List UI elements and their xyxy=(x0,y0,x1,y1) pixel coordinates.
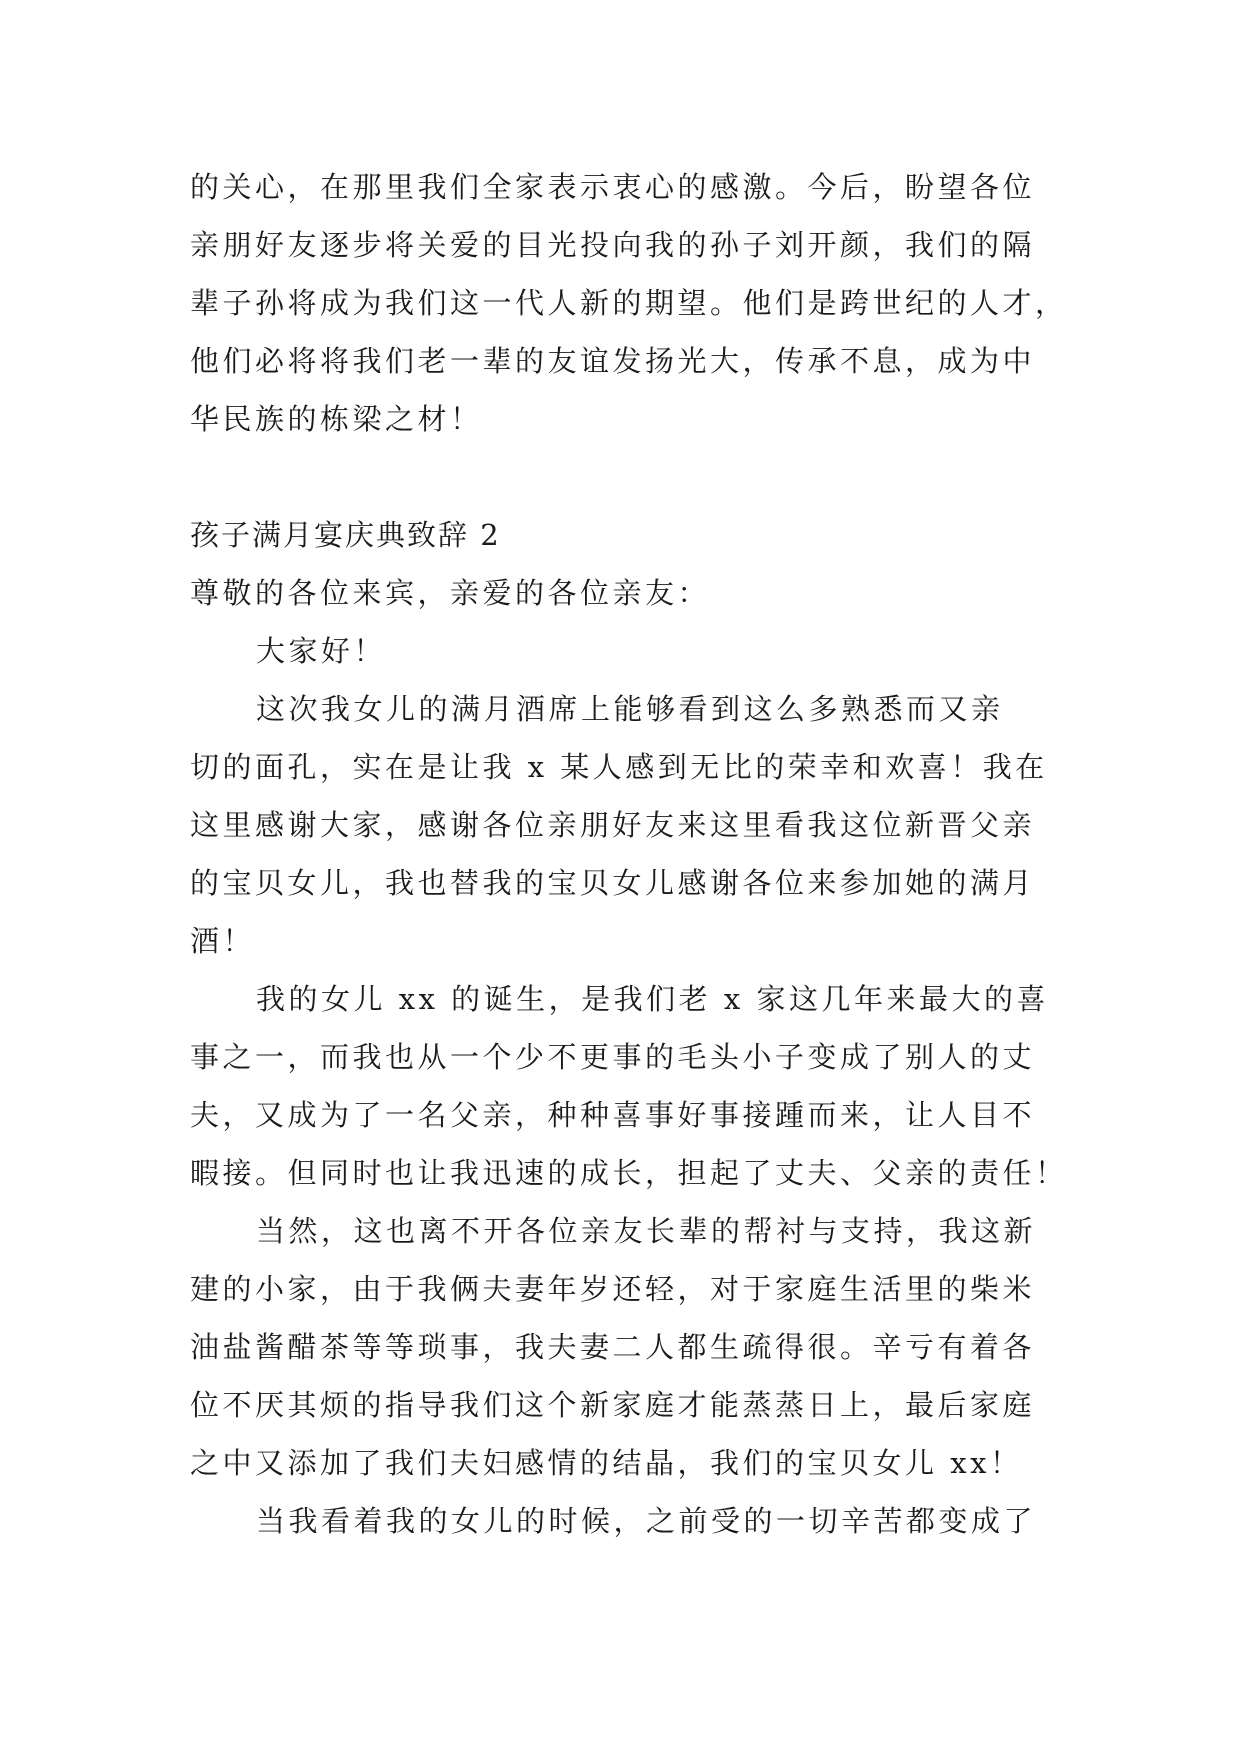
paragraph-line: 位不厌其烦的指导我们这个新家庭才能蒸蒸日上，最后家庭 xyxy=(190,1388,1036,1422)
paragraph-line: 他们必将将我们老一辈的友谊发扬光大，传承不息，成为中 xyxy=(190,344,1036,378)
paragraph-line: 当我看着我的女儿的时候，之前受的一切辛苦都变成了 xyxy=(256,1504,1037,1538)
section-title: 孩子满月宴庆典致辞 2 xyxy=(190,518,501,552)
paragraph-line: 之中又添加了我们夫妇感情的结晶，我们的宝贝女儿 xx！ xyxy=(190,1446,1023,1480)
paragraph-line: 华民族的栋梁之材！ xyxy=(190,402,483,436)
paragraph-line: 这里感谢大家，感谢各位亲朋好友来这里看我这位新晋父亲 xyxy=(190,808,1036,842)
paragraph-line: 亲朋好友逐步将关爱的目光投向我的孙子刘开颜，我们的隔 xyxy=(190,228,1036,262)
paragraph-line: 事之一，而我也从一个少不更事的毛头小子变成了别人的丈 xyxy=(190,1040,1036,1074)
paragraph-line: 我的女儿 xx 的诞生，是我们老 x 家这几年来最大的喜 xyxy=(256,982,1049,1016)
greeting: 大家好！ xyxy=(256,634,387,668)
paragraph-line: 建的小家，由于我俩夫妻年岁还轻，对于家庭生活里的柴米 xyxy=(190,1272,1036,1306)
continued-paragraph xyxy=(190,158,1090,448)
paragraph-line: 辈子孙将成为我们这一代人新的期望。他们是跨世纪的人才， xyxy=(190,286,1068,320)
paragraph-line: 的关心，在那里我们全家表示衷心的感激。今后，盼望各位 xyxy=(190,170,1036,204)
paragraph-line: 切的面孔，实在是让我 x 某人感到无比的荣幸和欢喜！我在 xyxy=(190,750,1048,784)
salutation: 尊敬的各位来宾，亲爱的各位亲友： xyxy=(190,576,711,610)
paragraph-line: 酒！ xyxy=(190,924,256,958)
paragraph-line: 这次我女儿的满月酒席上能够看到这么多熟悉而又亲 xyxy=(256,692,1004,726)
paragraph-line: 的宝贝女儿，我也替我的宝贝女儿感谢各位来参加她的满月 xyxy=(190,866,1036,900)
paragraph-line: 暇接。但同时也让我迅速的成长，担起了丈夫、父亲的责任！ xyxy=(190,1156,1068,1190)
paragraph-line: 当然，这也离不开各位亲友长辈的帮衬与支持，我这新 xyxy=(256,1214,1037,1248)
paragraph-line: 夫，又成为了一名父亲，种种喜事好事接踵而来，让人目不 xyxy=(190,1098,1036,1132)
paragraph-line: 油盐酱醋茶等等琐事，我夫妻二人都生疏得很。辛亏有着各 xyxy=(190,1330,1036,1364)
speech-section xyxy=(190,506,1090,1550)
